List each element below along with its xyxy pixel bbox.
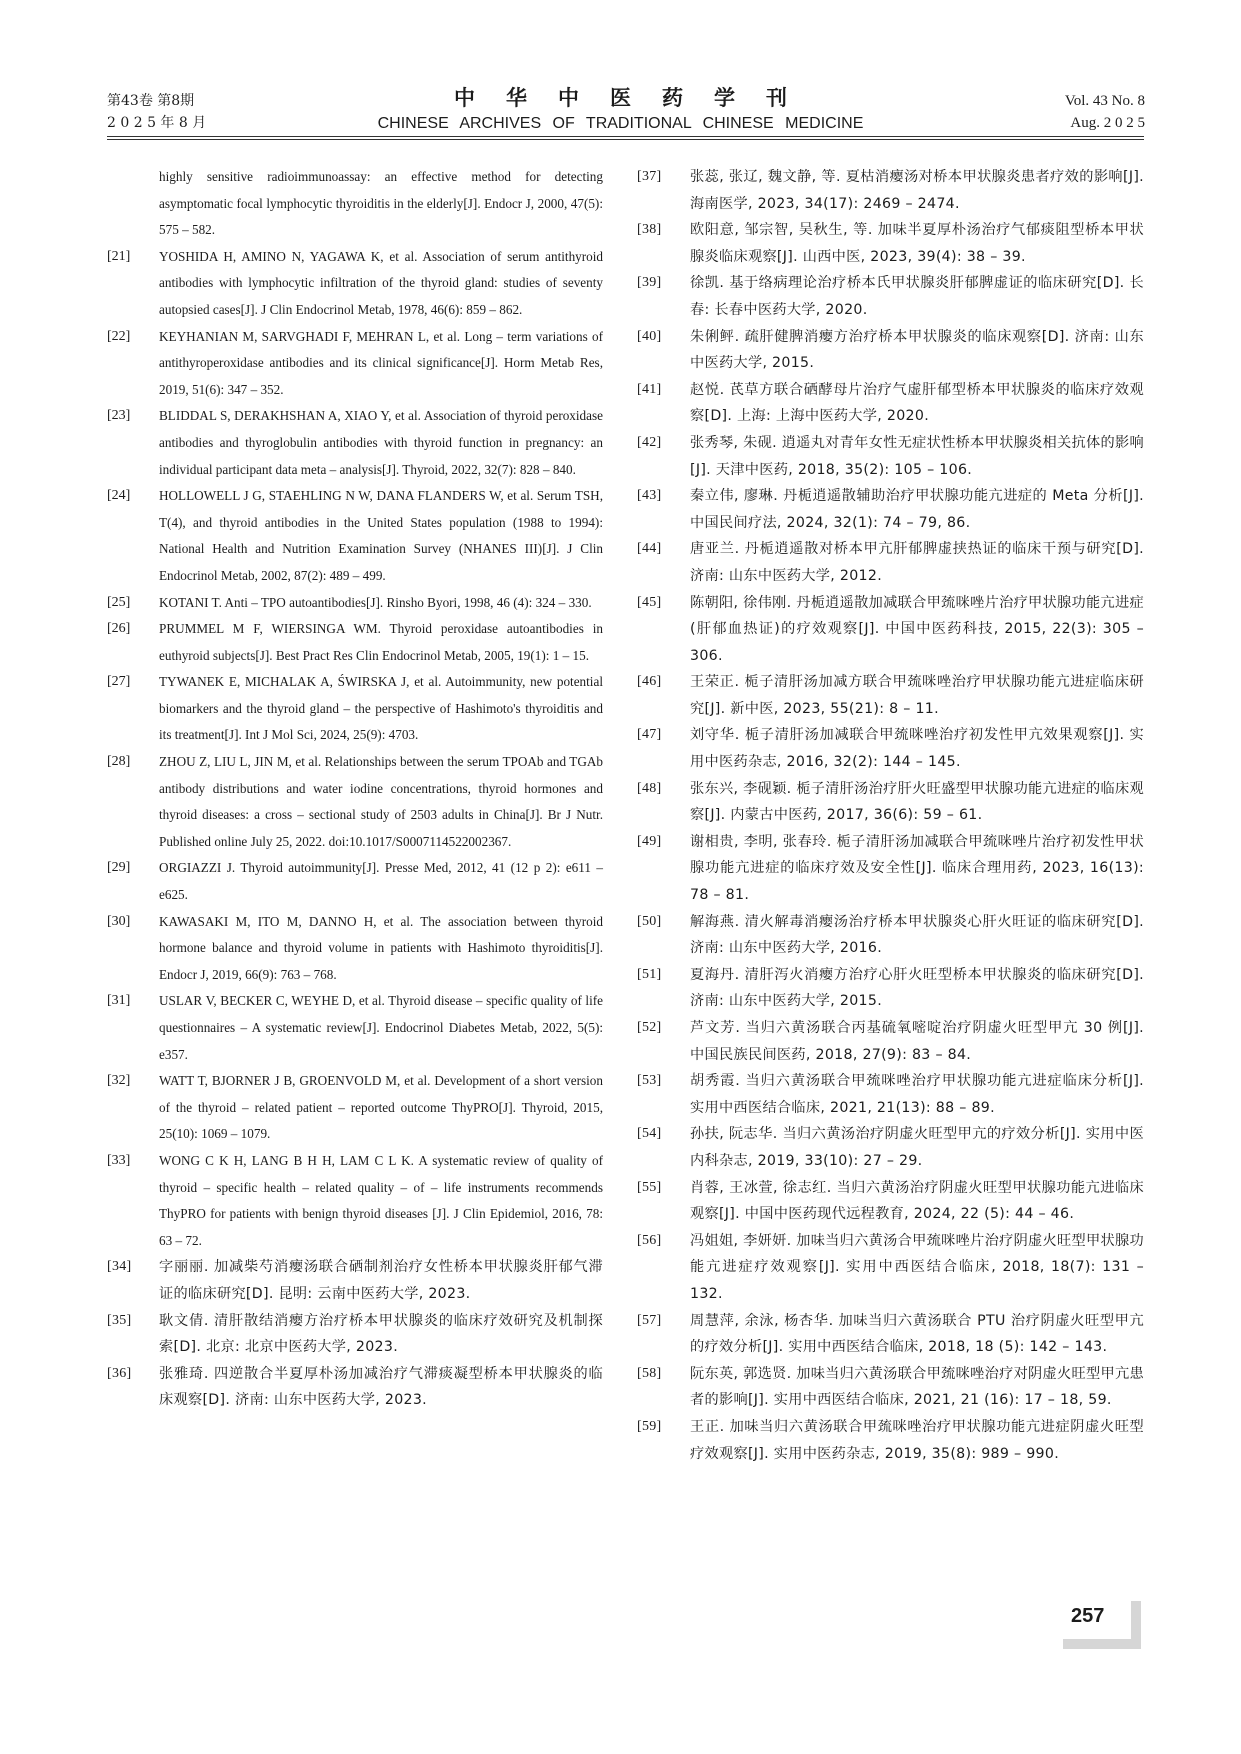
header-right <box>1065 90 1145 134</box>
reference-text: 夏海丹. 清肝泻火消瘿方治疗心肝火旺型桥本甲状腺炎的临床研究[D]. 济南: 山东中医药大学, 2015. <box>690 966 1144 1010</box>
reference-item <box>637 1121 1144 1174</box>
reference-number: [58] <box>637 1365 662 1381</box>
reference-item <box>107 616 603 669</box>
issue-date-cn: 2 0 2 5 年 8 月 <box>107 115 207 131</box>
reference-number: [29] <box>107 860 131 876</box>
reference-item <box>637 1228 1144 1308</box>
reference-item <box>637 1414 1144 1467</box>
reference-text: 芦文芳. 当归六黄汤联合丙基硫氧嘧啶治疗阴虚火旺型甲亢 30 例[J]. 中国民族民间医药, 2018, 27(9): 83 – 84. <box>690 1020 1144 1063</box>
reference-item <box>107 244 603 324</box>
reference-text: 肖蓉, 王冰萱, 徐志红. 当归六黄汤治疗阴虚火旺型甲状腺功能亢进临床观察[J]. 中国中医药现代远程教育, 2024, 22 (5): 44 – 46. <box>690 1179 1144 1223</box>
reference-text: 徐凯. 基于络病理论治疗桥本氏甲状腺炎肝郁脾虚证的临床研究[D]. 长春: 长春中医药大学, 2020. <box>690 275 1144 318</box>
reference-number: [55] <box>637 1179 662 1195</box>
reference-number: [36] <box>107 1365 132 1381</box>
reference-item <box>637 909 1144 962</box>
header-rule-thin <box>107 139 1144 140</box>
reference-number: [42] <box>637 434 662 450</box>
reference-text: ZHOU Z, LIU L, JIN M, et al. Relationships between the serum TPOAb and TGAb antibody distributions and water iodine concentrations, thyroid hormones and thyroid diseases: a cross – sectional study of 2503 adults in China[J]. Br J Nutr. Published online July 25, 2022. doi:10.1017/S0007114522002367. <box>159 754 603 849</box>
reference-number: [28] <box>107 754 131 770</box>
reference-item <box>637 776 1144 829</box>
reference-text: 张蕊, 张辽, 魏文静, 等. 夏枯消瘿汤对桥本甲状腺炎患者疗效的影响[J]. 海南医学, 2023, 34(17): 2469 – 2474. <box>690 169 1144 212</box>
reference-text: WATT T, BJORNER J B, GROENVOLD M, et al. Development of a short version of the thyroid – related patient – reported outcome ThyPRO[J]. Thyroid, 2015, 25(10): 1069 – 1079. <box>159 1073 603 1142</box>
reference-item <box>637 1068 1144 1121</box>
reference-number: [21] <box>107 248 131 264</box>
reference-text: 张秀琴, 朱砚. 逍遥丸对青年女性无症状性桥本甲状腺炎相关抗体的影响[J]. 天津中医药, 2018, 35(2): 105 – 106. <box>690 434 1144 478</box>
reference-item <box>637 270 1144 323</box>
reference-number: [35] <box>107 1312 132 1328</box>
reference-text: 周慧萍, 余泳, 杨杏华. 加味当归六黄汤联合 PTU 治疗阴虚火旺型甲亢的疗效分析[J]. 实用中西医结合临床, 2018, 18 (5): 142 – 143. <box>690 1312 1144 1356</box>
reference-number: [57] <box>637 1312 662 1328</box>
reference-item <box>637 536 1144 589</box>
reference-item <box>107 855 603 908</box>
reference-text: ORGIAZZI J. Thyroid autoimmunity[J]. Presse Med, 2012, 41 (12 p 2): e611 – e625. <box>159 860 603 903</box>
reference-text: 陈朝阳, 徐伟刚. 丹栀逍遥散加减联合甲巯咪唑片治疗甲状腺功能亢进症(肝郁血热证)的疗效观察[J]. 中国中医药科技, 2015, 22(3): 305 – 306. <box>690 594 1144 664</box>
reference-number: [52] <box>637 1020 662 1035</box>
reference-text: KOTANI T. Anti – TPO autoantibodies[J]. Rinsho Byori, 1998, 46 (4): 324 – 330. <box>159 594 592 610</box>
reference-text: YOSHIDA H, AMINO N, YAGAWA K, et al. Association of serum antithyroid antibodies with lymphocytic infiltration of the thyroid gland: studies of seventy autopsied cases[J]. J Clin Endocrinol Metab, 1978, 46(6): 859 – 862. <box>159 248 603 317</box>
reference-number: [40] <box>637 328 662 344</box>
reference-number: [43] <box>637 488 662 504</box>
reference-number: [37] <box>637 169 662 184</box>
reference-item <box>107 590 603 617</box>
reference-text: highly sensitive radioimmunoassay: an effective method for detecting asymptomatic focal lymphocytic thyroiditis in the elderly[J]. Endocr J, 2000, 47(5): 575 – 582. <box>159 169 603 238</box>
reference-item <box>637 164 1144 217</box>
issue-date-en: Aug. 2 0 2 5 <box>1070 115 1145 131</box>
reference-text: USLAR V, BECKER C, WEYHE D, et al. Thyroid disease – specific quality of life questionnaires – A systematic review[J]. Endocrinol Diabetes Metab, 2022, 5(5): e357. <box>159 993 603 1062</box>
reference-number: [48] <box>637 780 662 796</box>
reference-item <box>637 483 1144 536</box>
reference-number: [54] <box>637 1126 662 1142</box>
reference-text: WONG C K H, LANG B H H, LAM C L K. A systematic review of quality of thyroid – specific health – related quality – of – life instruments recommends ThyPRO for patients with benign thyroid diseases [J]. J Clin Epidemiol, 2016, 78: 63 – 72. <box>159 1152 603 1248</box>
reference-text: 字丽丽. 加减柴芍消瘿汤联合硒制剂治疗女性桥本甲状腺炎肝郁气滞证的临床研究[D]. 昆明: 云南中医药大学, 2023. <box>159 1259 603 1302</box>
reference-text: 欧阳意, 邹宗智, 吴秋生, 等. 加味半夏厚朴汤治疗气郁痰阻型桥本甲状腺炎临床观察[J]. 山西中医, 2023, 39(4): 38 – 39. <box>690 222 1144 265</box>
reference-item <box>107 324 603 404</box>
reference-text: 谢相贵, 李明, 张春玲. 栀子清肝汤加减联合甲巯咪唑片治疗初发性甲状腺功能亢进症的临床疗效及安全性[J]. 临床合理用药, 2023, 16(13): 78 – 81. <box>690 833 1144 904</box>
reference-text: 王荣正. 栀子清肝汤加减方联合甲巯咪唑治疗甲状腺功能亢进症临床研究[J]. 新中医, 2023, 55(21): 8 – 11. <box>690 674 1144 717</box>
reference-number: [32] <box>107 1073 131 1089</box>
reference-text: BLIDDAL S, DERAKHSHAN A, XIAO Y, et al. Association of thyroid peroxidase antibodies and thyroglobulin antibodies with thyroid function in pregnancy: an individual participant data meta – analysis[J]. Thyroid, 2022, 32(7): 828 – 840. <box>159 408 603 477</box>
reference-item <box>637 590 1144 670</box>
reference-text: KEYHANIAN M, SARVGHADI F, MEHRAN L, et al. Long – term variations of antithyroperoxidase antibodies and its clinical significance[J]. Horm Metab Res, 2019, 51(6): 347 – 352. <box>159 328 603 397</box>
reference-item <box>637 1175 1144 1228</box>
reference-text: 赵悦. 芪草方联合硒酵母片治疗气虚肝郁型桥本甲状腺炎的临床疗效观察[D]. 上海: 上海中医药大学, 2020. <box>690 381 1144 425</box>
reference-text: TYWANEK E, MICHALAK A, ŚWIRSKA J, et al. Autoimmunity, new potential biomarkers and the thyroid gland – the perspective of Hashimoto's thyroiditis and its treatment[J]. Int J Mol Sci, 2024, 25(9): 4703. <box>159 674 603 743</box>
reference-item <box>107 403 603 483</box>
reference-item <box>637 377 1144 430</box>
reference-item <box>107 749 603 855</box>
reference-number: [45] <box>637 594 662 610</box>
reference-number: [25] <box>107 594 131 610</box>
reference-number: [47] <box>637 727 662 743</box>
reference-number: [38] <box>637 222 662 238</box>
reference-text: 阮东英, 郭选贤. 加味当归六黄汤联合甲巯咪唑治疗对阴虚火旺型甲亢患者的影响[J]. 实用中西医结合临床, 2021, 21 (16): 17 – 18, 59. <box>690 1365 1144 1409</box>
reference-text: 孙扶, 阮志华. 当归六黄汤治疗阴虚火旺型甲亢的疗效分析[J]. 实用中医内科杂志, 2019, 33(10): 27 – 29. <box>690 1126 1144 1169</box>
reference-item <box>107 483 603 589</box>
reference-item <box>107 1308 603 1361</box>
reference-number: [31] <box>107 993 131 1009</box>
reference-number: [26] <box>107 621 131 637</box>
reference-text: KAWASAKI M, ITO M, DANNO H, et al. The association between thyroid hormone balance and thyroid volume in patients with Hashimoto thyroiditis[J]. Endocr J, 2019, 66(9): 763 – 768. <box>159 913 603 982</box>
header-rule <box>107 136 1144 137</box>
reference-number: [22] <box>107 328 131 344</box>
reference-item <box>637 430 1144 483</box>
reference-number: [33] <box>107 1152 131 1168</box>
journal-title-en: CHINESE ARCHIVES OF TRADITIONAL CHINESE MEDICINE <box>377 115 864 132</box>
reference-item <box>637 217 1144 270</box>
reference-number: [46] <box>637 674 662 690</box>
reference-column-right <box>637 164 1144 1467</box>
reference-item <box>107 988 603 1068</box>
reference-text: 刘守华. 栀子清肝汤加减联合甲巯咪唑治疗初发性甲亢效果观察[J]. 实用中医药杂志, 2016, 32(2): 144 – 145. <box>690 727 1144 771</box>
reference-item <box>637 324 1144 377</box>
reference-number: [39] <box>637 275 662 291</box>
reference-number: [34] <box>107 1259 132 1275</box>
reference-text: 张东兴, 李砚颖. 栀子清肝汤治疗肝火旺盛型甲状腺功能亢进症的临床观察[J]. 内蒙古中医药, 2017, 36(6): 59 – 61. <box>690 780 1144 824</box>
reference-text: 朱俐鲆. 疏肝健脾消瘿方治疗桥本甲状腺炎的临床观察[D]. 济南: 山东中医药大学, 2015. <box>690 328 1144 372</box>
reference-item <box>107 164 603 244</box>
reference-item <box>637 1308 1144 1361</box>
reference-text: 王正. 加味当归六黄汤联合甲巯咪唑治疗甲状腺功能亢进症阴虚火旺型疗效观察[J]. 实用中医药杂志, 2019, 35(8): 989 – 990. <box>690 1418 1144 1462</box>
reference-item <box>637 1361 1144 1414</box>
reference-column-left <box>107 164 603 1414</box>
reference-item <box>107 669 603 749</box>
reference-text: PRUMMEL M F, WIERSINGA WM. Thyroid peroxidase autoantibodies in euthyroid subjects[J]. Best Pract Res Clin Endocrinol Metab, 2005, 19(1): 1 – 15. <box>159 621 603 663</box>
journal-title-cn: 中华中医药学刊 <box>454 86 818 110</box>
reference-item <box>107 909 603 989</box>
volume-issue: 第43卷 第8期 <box>107 93 195 109</box>
reference-number: [27] <box>107 674 131 690</box>
reference-text: 胡秀霞. 当归六黄汤联合甲巯咪唑治疗甲状腺功能亢进症临床分析[J]. 实用中西医结合临床, 2021, 21(13): 88 – 89. <box>690 1073 1144 1116</box>
reference-text: 耿文倩. 清肝散结消瘿方治疗桥本甲状腺炎的临床疗效研究及机制探索[D]. 北京: 北京中医药大学, 2023. <box>159 1312 603 1356</box>
reference-item <box>107 1361 603 1414</box>
reference-item <box>107 1148 603 1254</box>
reference-text: 张雅琦. 四逆散合半夏厚朴汤加减治疗气滞痰凝型桥本甲状腺炎的临床观察[D]. 济南: 山东中医药大学, 2023. <box>159 1365 603 1409</box>
reference-number: [49] <box>637 833 662 849</box>
reference-item <box>637 829 1144 909</box>
reference-item <box>107 1068 603 1148</box>
reference-item <box>637 722 1144 775</box>
reference-text: 解海燕. 清火解毒消瘿汤治疗桥本甲状腺炎心肝火旺证的临床研究[D]. 济南: 山东中医药大学, 2016. <box>690 913 1144 957</box>
reference-number: [56] <box>637 1232 662 1248</box>
volume-en: Vol. 43 No. 8 <box>1064 93 1145 109</box>
reference-number: [41] <box>637 381 662 397</box>
reference-text: 冯姐姐, 李妍妍. 加味当归六黄汤合甲巯咪唑片治疗阴虚火旺型甲状腺功能亢进症疗效观察[J]. 实用中西医结合临床, 2018, 18(7): 131 – 132. <box>690 1232 1144 1302</box>
reference-number: [50] <box>637 913 662 929</box>
reference-item <box>107 1254 603 1307</box>
reference-item <box>637 962 1144 1015</box>
journal-title <box>0 84 1241 135</box>
reference-number: [53] <box>637 1073 662 1089</box>
page-number-box <box>1063 1601 1141 1649</box>
reference-item <box>637 1015 1144 1068</box>
reference-number: [30] <box>107 913 131 929</box>
reference-number: [24] <box>107 488 131 504</box>
reference-number: [44] <box>637 541 662 557</box>
reference-text: 秦立伟, 廖琳. 丹栀逍遥散辅助治疗甲状腺功能亢进症的 Meta 分析[J]. 中国民间疗法, 2024, 32(1): 74 – 79, 86. <box>690 488 1144 531</box>
reference-item <box>637 669 1144 722</box>
page-number: 257 <box>1071 1605 1105 1627</box>
reference-number: [23] <box>107 408 131 424</box>
reference-number: [51] <box>637 966 662 982</box>
reference-text: HOLLOWELL J G, STAEHLING N W, DANA FLANDERS W, et al. Serum TSH, T(4), and thyroid antibodies in the United States population (1988 to 1994): National Health and Nutrition Examination Survey (NHANES III)[J]. J Clin Endocrinol Metab, 2002, 87(2): 489 – 499. <box>159 488 603 583</box>
reference-text: 唐亚兰. 丹栀逍遥散对桥本甲亢肝郁脾虚挟热证的临床干预与研究[D]. 济南: 山东中医药大学, 2012. <box>690 541 1144 584</box>
reference-number: [59] <box>637 1418 662 1434</box>
